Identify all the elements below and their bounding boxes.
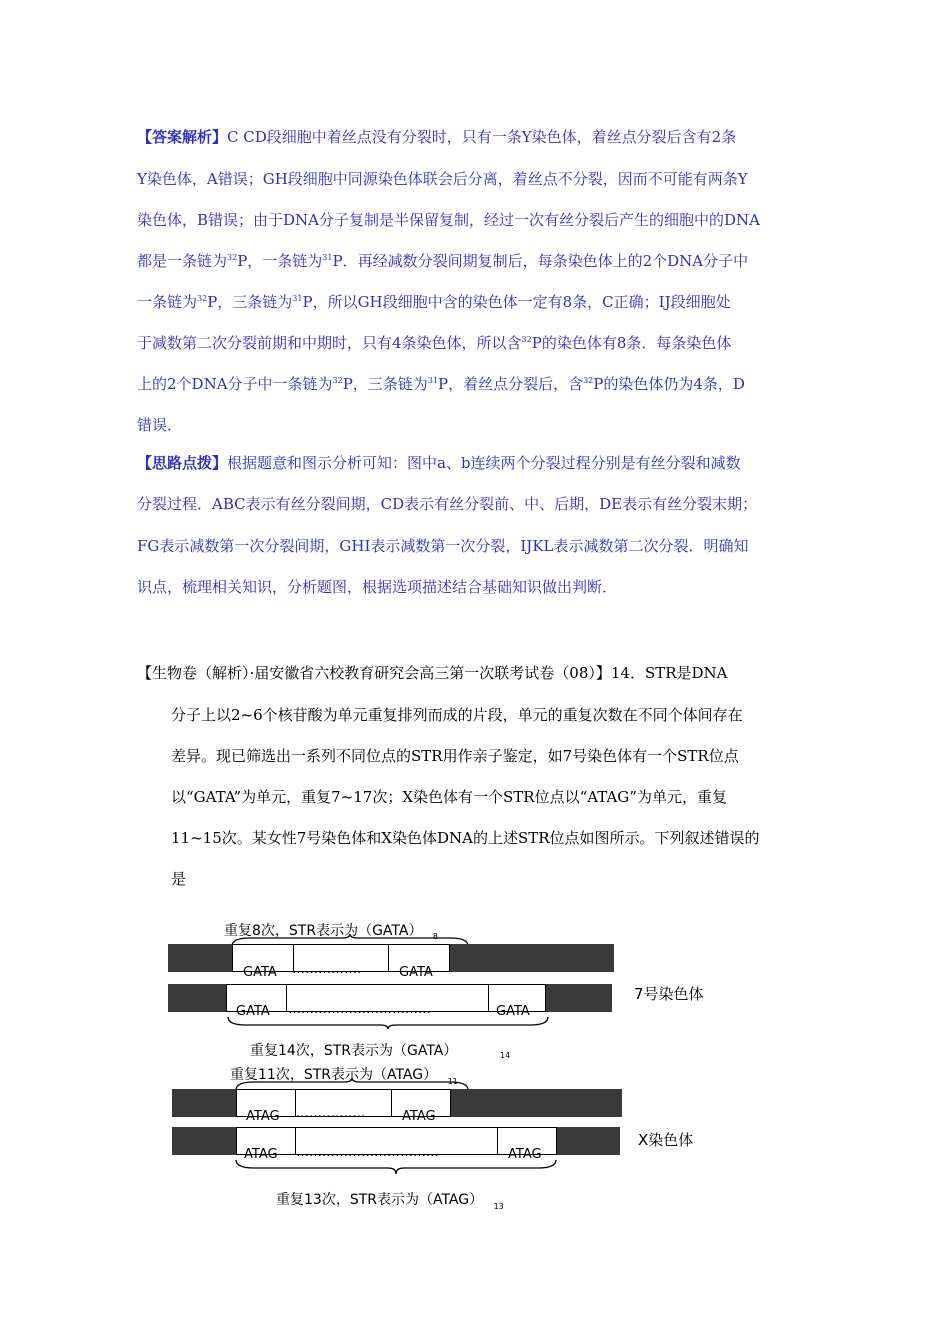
- approach-line-3: FG表示减数第一次分裂间期，GHI表示减数第一次分裂，IJKL表示减数第二次分裂．明确知: [137, 537, 749, 555]
- chr7-bottom-brace: [226, 1015, 550, 1029]
- question-line-5: 11~15次。某女性7号染色体和X染色体DNA的上述STR位点如图所示。下列叙述错误的: [171, 829, 760, 847]
- question-line-2: 分子上以2~6个核苷酸为单元重复排列而成的片段，单元的重复次数在不同个体间存在: [171, 706, 743, 724]
- sup-31: 31: [322, 253, 333, 262]
- chr7-bottom-sub: 14: [500, 1051, 511, 1060]
- chrX-strand2-label-left: ATAG: [244, 1147, 278, 1162]
- chrX-strand1-label-right: ATAG: [402, 1109, 436, 1124]
- sup-32: 32: [332, 376, 343, 385]
- answer-line-2: Y染色体，A错误；GH段细胞中同源染色体联会后分离，着丝点不分裂，因而不可能有两条Y: [137, 170, 748, 188]
- sup-31: 31: [427, 376, 438, 385]
- chr7-strand1-label-left: GATA: [243, 965, 277, 980]
- sup-31: 31: [292, 294, 303, 303]
- sup-32: 32: [521, 335, 532, 344]
- answer-l5-a: 一条链为: [137, 293, 198, 311]
- chr7-top-sub: 8: [432, 932, 439, 941]
- question-line-3: 差异。现已筛选出一系列不同位点的STR用作亲子鉴定，如7号染色体有一个STR位点: [171, 747, 739, 765]
- chrX-bottom-caption: [276, 1189, 504, 1211]
- approach-line-2: 分裂过程．ABC表示有丝分裂间期，CD表示有丝分裂前、中、后期，DE表示有丝分裂末期；: [137, 495, 758, 513]
- approach-line-4: 识点，梳理相关知识，分析题图，根据选项描述结合基础知识做出判断．: [137, 578, 618, 596]
- question-line-1: 【生物卷（解析）·届安徽省六校教育研究会高三第一次联考试卷（08）】14．STR是DNA: [137, 664, 728, 682]
- sup-32: 32: [197, 294, 208, 303]
- question-line-6: 是: [171, 870, 187, 888]
- chr7-name: 7号染色体: [634, 985, 704, 1003]
- chrX-strand2-label-right: ATAG: [508, 1147, 542, 1162]
- answer-l6-b: P的染色体有8条．每条染色体: [531, 334, 732, 352]
- answer-line-6: [137, 333, 731, 353]
- chrX-top-caption-text: 重复11次，STR表示为（ATAG）: [230, 1067, 438, 1083]
- approach-tag: 【思路点拨】: [137, 454, 228, 472]
- answer-line-4: [137, 251, 748, 271]
- chrX-strand2-dots: ……………………………: [296, 1145, 439, 1160]
- chrX-strand1-dots: …………….: [296, 1106, 366, 1121]
- chr7-bottom-caption-text: 重复14次，STR表示为（GATA）: [250, 1043, 458, 1059]
- answer-l7-b: P，三条链为: [342, 375, 428, 393]
- answer-l5-b: P，三条链为: [207, 293, 293, 311]
- answer-l4-b: P，一条链为: [237, 252, 323, 270]
- answer-l4-a: 都是一条链为: [137, 252, 228, 270]
- chrX-name: X染色体: [638, 1131, 694, 1149]
- chrX-bottom-brace: [234, 1158, 558, 1174]
- question-line-4: 以“GATA”为单元，重复7~17次；X染色体有一个STR位点以“ATAG”为单元，重复: [171, 788, 727, 806]
- answer-line-3: 染色体，B错误；由于DNA分子复制是半保留复制，经过一次有丝分裂后产生的细胞中的DNA: [137, 211, 760, 229]
- chrX-top-sub: 11: [447, 1077, 458, 1086]
- answer-tag: 【答案解析】: [137, 128, 228, 146]
- chr7-strand2-label-right: GATA: [496, 1004, 530, 1019]
- sup-32: 32: [583, 376, 594, 385]
- chr7-strand1-dots: …………….: [292, 962, 362, 977]
- answer-l7-c: P，着丝点分裂后，含: [438, 375, 584, 393]
- answer-text-1: C CD段细胞中着丝点没有分裂时，只有一条Y染色体，着丝点分裂后含有2条: [227, 128, 737, 146]
- answer-l7-a: 上的2个DNA分子中一条链为: [137, 375, 333, 393]
- approach-text-1: 根据题意和图示分析可知：图中a、b连续两个分裂过程分别是有丝分裂和减数: [227, 454, 741, 472]
- sup-32: 32: [227, 253, 238, 262]
- chr7-strand2-label-left: GATA: [236, 1004, 270, 1019]
- answer-line-7: [137, 374, 745, 394]
- answer-l5-c: P，所以GH段细胞中含的染色体一定有8条，C正确；IJ段细胞处: [302, 293, 731, 311]
- chrX-bottom-caption-text: 重复13次，STR表示为（ATAG）: [276, 1192, 484, 1208]
- chr7-bottom-caption: [250, 1038, 458, 1059]
- chr7-strand2-dots: ……………………………: [288, 1002, 431, 1017]
- answer-line-8: 错误．: [137, 416, 183, 434]
- answer-line-5: [137, 292, 731, 312]
- answer-l4-c: P．再经减数分裂间期复制后，每条染色体上的2个DNA分子中: [332, 252, 749, 270]
- answer-l6-a: 于减数第二次分裂前期和中期时，只有4条染色体，所以含: [137, 334, 522, 352]
- chr7-strand1-label-right: GATA: [399, 965, 433, 980]
- answer-l7-d: P的染色体仍为4条，D: [593, 375, 745, 393]
- chr7-top-caption-text: 重复8次，STR表示为（GATA）: [224, 923, 423, 939]
- answer-line-1: [137, 127, 736, 147]
- chrX-strand1-label-left: ATAG: [246, 1109, 280, 1124]
- chrX-bottom-sub: 13: [493, 1202, 504, 1211]
- approach-line-1: [137, 453, 741, 473]
